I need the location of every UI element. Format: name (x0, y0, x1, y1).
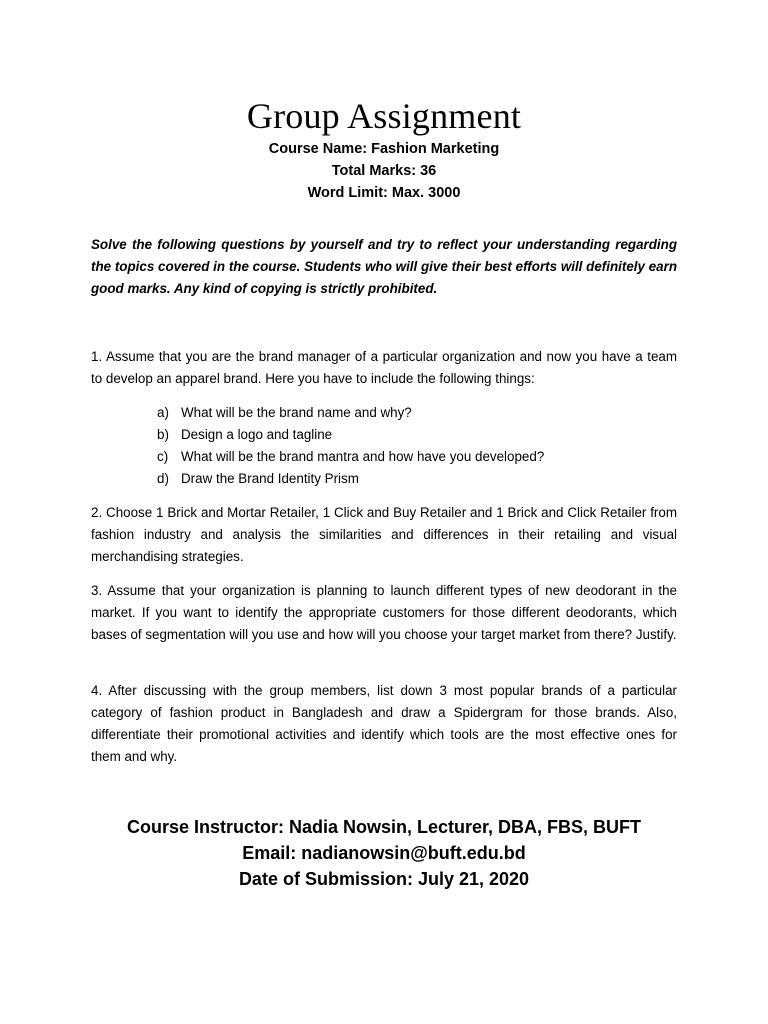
question-1: 1. Assume that you are the brand manager of a particular organization and now you have a team to develop an apparel brand. Here you have to include the following things: (91, 349, 677, 386)
question-3: 3. Assume that your organization is planning to launch different types of new deodorant in the market. If you want to identify the appropriate customers for those different deodorants, which bases of segmentation will you use and how will you choose your target market from there? Justify. (91, 583, 677, 642)
subitem-text: Design a logo and tagline (181, 427, 333, 442)
course-instructor: Course Instructor: Nadia Nowsin, Lecturer, DBA, FBS, BUFT (126, 817, 642, 837)
subitem-marker: b) (157, 427, 169, 442)
submission-date: Date of Submission: July 21, 2020 (238, 869, 530, 889)
instructor-info (0, 814, 768, 892)
subitem-b (157, 424, 677, 446)
page-title: Group Assignment (246, 96, 522, 136)
subitem-text: What will be the brand name and why? (181, 405, 412, 420)
subitem-text: Draw the Brand Identity Prism (181, 471, 359, 486)
course-meta (0, 138, 768, 204)
course-name: Course Name: Fashion Marketing (268, 141, 500, 157)
subitem-marker: a) (157, 405, 169, 420)
question-1-subitems (157, 402, 677, 490)
instructor-email: Email: nadianowsin@buft.edu.bd (242, 843, 526, 863)
subitem-c (157, 446, 677, 468)
question-2: 2. Choose 1 Brick and Mortar Retailer, 1 Click and Buy Retailer and 1 Brick and Click Retailer from fashion industry and analysis the similarities and differences in their retailing and visual merchandising strategies. (91, 505, 677, 564)
subitem-text: What will be the brand mantra and how have you developed? (181, 449, 545, 464)
question-4: 4. After discussing with the group members, list down 3 most popular brands of a particular category of fashion product in Bangladesh and draw a Spidergram for those brands. Also, differentiate their promotional activities and identify which tools are the most effective ones for them and why. (91, 683, 677, 764)
total-marks: Total Marks: 36 (331, 163, 437, 179)
word-limit: Word Limit: Max. 3000 (307, 185, 461, 201)
subitem-d (157, 468, 677, 490)
subitem-marker: c) (157, 449, 169, 464)
instructions-paragraph: Solve the following questions by yourself and try to reflect your understanding regarding the topics covered in the course. Students who will give their best efforts will definitely earn good marks. Any kind of copying is strictly prohibited. (91, 237, 677, 296)
subitem-a (157, 402, 677, 424)
subitem-marker: d) (157, 471, 169, 486)
